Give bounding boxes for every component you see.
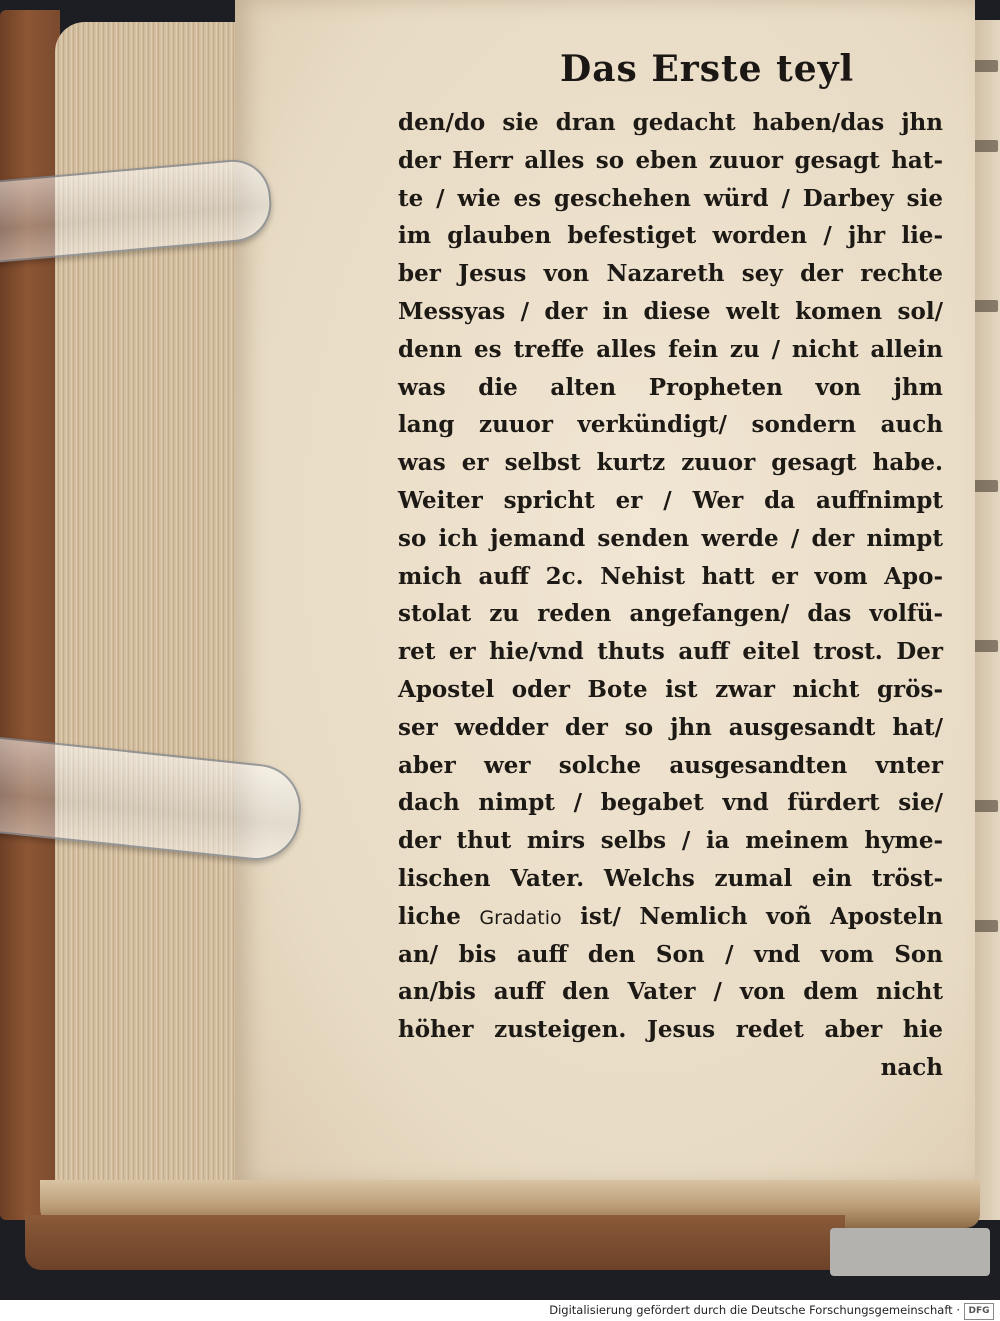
- text-segment: ist/ Nemlich voñ Aposteln: [561, 902, 944, 930]
- catchword: nach: [880, 1053, 943, 1081]
- text-line: denn es treffe alles fein zu / nicht allein: [398, 335, 943, 363]
- text-line: lang zuuor verkündigt/ sondern auch: [398, 411, 943, 439]
- text-line: mich auff 2c. Nehist hatt er vom Apo-: [398, 562, 943, 590]
- text-line: ret er hie/vnd thuts auff eitel trost. Der: [398, 638, 943, 666]
- latin-term: Gradatio: [479, 906, 562, 929]
- text-line: aber wer solche ausgesandten vnter: [398, 751, 943, 779]
- text-line: ber Jesus von Nazareth sey der rechte: [398, 260, 943, 288]
- running-head: Das Erste teyl: [560, 48, 855, 90]
- text-line: höher zusteigen. Jesus redet aber hie: [398, 1016, 943, 1044]
- text-line: stolat zu reden angefangen/ das volfü-: [398, 600, 943, 628]
- text-line: was er selbst kurtz zuuor gesagt habe.: [398, 449, 943, 477]
- text-line: Messyas / der in diese welt komen sol/: [398, 297, 943, 325]
- text-line: te / wie es geschehen würd / Darbey sie: [398, 184, 943, 212]
- text-line: an/ bis auff den Son / vnd vom Son: [398, 940, 943, 968]
- funding-credit: Digitalisierung gefördert durch die Deutsche Forschungsgemeinschaft ·: [549, 1303, 960, 1317]
- text-line: ser wedder der so jhn ausgesandt hat/: [398, 713, 943, 741]
- book-cover-bottom: [25, 1215, 845, 1270]
- footer-bar: [0, 1300, 1000, 1321]
- text-line: so ich jemand senden werde / der nimpt: [398, 524, 943, 552]
- text-line: an/bis auff den Vater / von dem nicht: [398, 978, 943, 1006]
- page-text: [398, 104, 943, 1087]
- text-line: dach nimpt / begabet vnd fürdert sie/: [398, 789, 943, 817]
- text-line-gradatio: [398, 898, 943, 936]
- text-line: Weiter spricht er / Wer da auffnimpt: [398, 486, 943, 514]
- text-line: was die alten Propheten von jhm: [398, 373, 943, 401]
- dfg-logo: DFG: [964, 1303, 994, 1320]
- text-line: der thut mirs selbs / ia meinem hyme-: [398, 827, 943, 855]
- text-line: den/do sie dran gedacht haben/das jhn: [398, 109, 943, 136]
- support-tape: [830, 1228, 990, 1276]
- text-line: im glauben befestiget worden / jhr lie-: [398, 222, 943, 250]
- text-line: lischen Vater. Welchs zumal ein tröst-: [398, 864, 943, 892]
- text-line: der Herr alles so eben zuuor gesagt hat-: [398, 146, 943, 174]
- text-line: Apostel oder Bote ist zwar nicht grös-: [398, 675, 943, 703]
- text-segment: liche: [398, 902, 480, 930]
